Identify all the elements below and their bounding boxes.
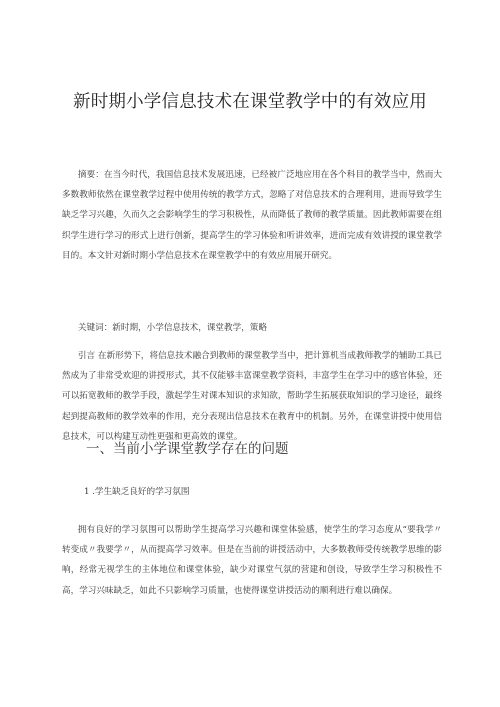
section-heading: 一、当前小学课堂教学存在的问题 <box>86 441 289 457</box>
abstract-paragraph: 摘要：在当今时代，我国信息技术发展迅速，已经被广泛地应用在各个科目的教学当中，然而大多数教师依然在课堂教学过程中使用传统的教学方式，忽略了对信息技术的合理利用，进而导致学生缺乏学习兴趣，久而久之会影响学生的学习积极性，从而降低了教师的教学质量。因此教师需要在组织学生进行学习的形式上进行创新，提高学生的学习体验和听讲效率，进而完成有效讲授的课堂教学目的。本文针对新时期小学信息技术在课堂教学中的有效应用展开研究。 <box>62 170 442 261</box>
subsection-heading: 1 .学生缺乏良好的学习氛围 <box>84 487 190 497</box>
document-title: 新时期小学信息技术在课堂教学中的有效应用 <box>73 92 427 112</box>
keywords-paragraph: 关键词：新时期，小学信息技术，课堂教学，策略 <box>77 323 267 333</box>
introduction-paragraph: 引言 在新形势下，将信息技术融合到教师的课堂教学当中，把计算机当成教师教学的辅助工具已然成为了非常受欢迎的讲授形式，其不仅能够丰富课堂教学资料，丰富学生在学习中的感官体验，还可以拓宽教师的教学手段，激起学生对课本知识的求知欲，帮助学生拓展获取知识的学习途径，最终起到提高教师的教学效率的作用，充分表现出信息技术在教育中的机制。另外，在课堂讲授中使用信息技术，可以构建互动性更强和更高效的课堂。 <box>62 351 442 442</box>
body-paragraph: 拥有良好的学习氛围可以帮助学生提高学习兴趣和课堂体验感，使学生的学习态度从“要我学〃转变成〃我要学〃，从而提高学习效率。但是在当前的讲授活动中，大多数教师受传统教学思维的影响，经常无视学生的主体地位和课堂体验，缺少对课堂气氛的营建和创设，导致学生学习积极性不高，学习兴味缺乏，如此不只影响学习质量，也使得课堂讲授活动的顺利进行难以确保。 <box>62 525 442 596</box>
